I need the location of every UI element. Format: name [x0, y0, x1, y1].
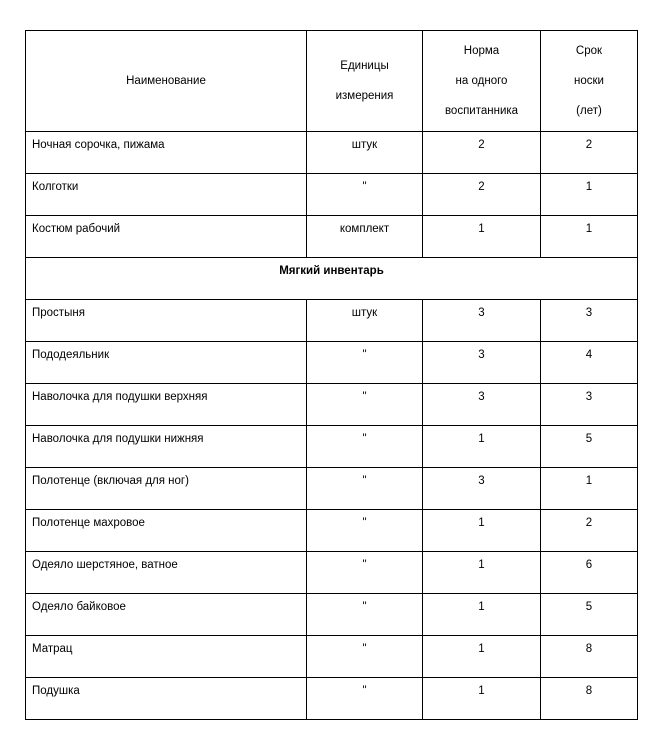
item-norm-cell: 1	[423, 216, 541, 258]
table-row	[26, 636, 638, 678]
item-term-cell: 3	[541, 300, 638, 342]
header-term-cell	[541, 31, 638, 132]
item-term-cell: 5	[541, 426, 638, 468]
item-name-cell: Ночная сорочка, пижама	[26, 132, 307, 174]
table-row	[26, 384, 638, 426]
item-unit-cell: "	[307, 384, 423, 426]
item-norm-cell: 3	[423, 468, 541, 510]
item-unit-cell: "	[307, 174, 423, 216]
item-unit-cell: штук	[307, 132, 423, 174]
item-term-cell: 1	[541, 468, 638, 510]
item-name-cell: Одеяло байковое	[26, 594, 307, 636]
item-norm-cell: 1	[423, 636, 541, 678]
table-row	[26, 510, 638, 552]
item-name-cell: Наволочка для подушки верхняя	[26, 384, 307, 426]
table-row	[26, 426, 638, 468]
item-norm-cell: 1	[423, 678, 541, 720]
header-unit-label-line2: измерения	[335, 90, 394, 102]
item-unit-cell: "	[307, 510, 423, 552]
item-term-cell: 8	[541, 636, 638, 678]
header-norm-label-line2: на одного	[455, 75, 508, 87]
item-term-cell: 2	[541, 132, 638, 174]
header-term-label-line3: (лет)	[576, 105, 602, 117]
table-row	[26, 300, 638, 342]
table-header-row	[26, 31, 638, 132]
table-row	[26, 594, 638, 636]
item-unit-cell: "	[307, 426, 423, 468]
item-unit-cell: "	[307, 636, 423, 678]
section-title-row	[26, 258, 638, 300]
header-name-cell	[26, 31, 307, 132]
item-term-cell: 2	[541, 510, 638, 552]
item-norm-cell: 2	[423, 132, 541, 174]
item-unit-cell: "	[307, 552, 423, 594]
header-norm-label-line1: Норма	[463, 45, 500, 57]
item-norm-cell: 1	[423, 594, 541, 636]
norms-table	[25, 30, 638, 720]
item-unit-cell: "	[307, 594, 423, 636]
item-unit-cell: "	[307, 678, 423, 720]
header-name-label: Наименование	[126, 75, 206, 87]
header-norm-label-line3: воспитанника	[444, 105, 519, 117]
header-norm-cell	[423, 31, 541, 132]
header-unit-label-line1: Единицы	[340, 60, 389, 72]
item-norm-cell: 3	[423, 300, 541, 342]
item-term-cell: 8	[541, 678, 638, 720]
item-term-cell: 1	[541, 216, 638, 258]
item-term-cell: 3	[541, 384, 638, 426]
item-name-cell: Матрац	[26, 636, 307, 678]
table-row	[26, 552, 638, 594]
header-unit-cell	[307, 31, 423, 132]
section-title: Мягкий инвентарь	[26, 258, 638, 300]
item-norm-cell: 1	[423, 426, 541, 468]
item-name-cell: Простыня	[26, 300, 307, 342]
item-unit-cell: "	[307, 342, 423, 384]
item-norm-cell: 1	[423, 552, 541, 594]
item-unit-cell: комплект	[307, 216, 423, 258]
item-name-cell: Одеяло шерстяное, ватное	[26, 552, 307, 594]
table-row	[26, 468, 638, 510]
header-term-label-line2: носки	[574, 75, 604, 87]
item-term-cell: 6	[541, 552, 638, 594]
item-term-cell: 4	[541, 342, 638, 384]
table-body	[26, 132, 638, 720]
item-unit-cell: "	[307, 468, 423, 510]
item-name-cell: Полотенце махровое	[26, 510, 307, 552]
item-term-cell: 1	[541, 174, 638, 216]
item-name-cell: Костюм рабочий	[26, 216, 307, 258]
item-norm-cell: 3	[423, 384, 541, 426]
item-norm-cell: 2	[423, 174, 541, 216]
header-term-label-line1: Срок	[575, 45, 603, 57]
table-row	[26, 678, 638, 720]
table-row	[26, 132, 638, 174]
table-row	[26, 216, 638, 258]
item-name-cell: Наволочка для подушки нижняя	[26, 426, 307, 468]
item-norm-cell: 3	[423, 342, 541, 384]
table-row	[26, 174, 638, 216]
item-term-cell: 5	[541, 594, 638, 636]
item-norm-cell: 1	[423, 510, 541, 552]
item-name-cell: Полотенце (включая для ног)	[26, 468, 307, 510]
item-name-cell: Подушка	[26, 678, 307, 720]
item-name-cell: Колготки	[26, 174, 307, 216]
item-name-cell: Пододеяльник	[26, 342, 307, 384]
item-unit-cell: штук	[307, 300, 423, 342]
table-row	[26, 342, 638, 384]
